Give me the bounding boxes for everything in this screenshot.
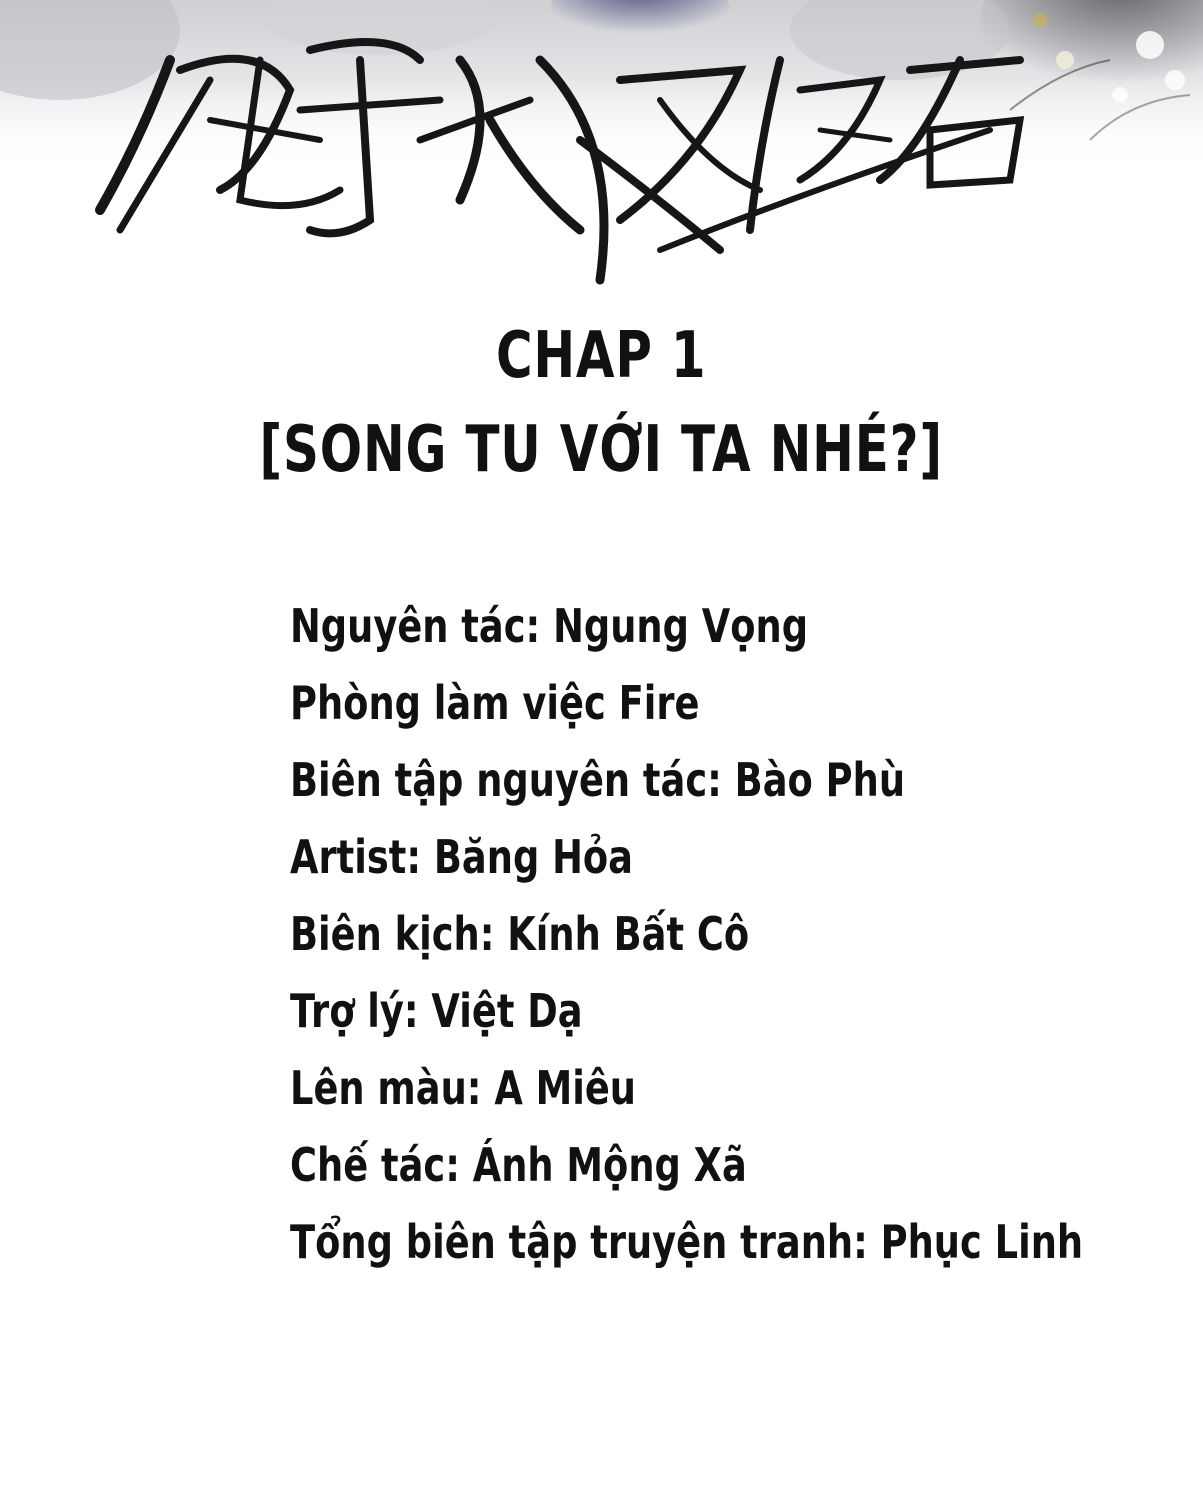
credit-assistant: Trợ lý: Việt Dạ	[290, 984, 583, 1038]
credit-original-editor: Biên tập nguyên tác: Bào Phù	[290, 753, 906, 807]
credit-colorist: Lên màu: A Miêu	[290, 1061, 637, 1115]
chapter-title: [SONG TU VỚI TA NHÉ?]	[259, 413, 943, 487]
title-logo	[60, 0, 1060, 290]
credit-screenwriter: Biên kịch: Kính Bất Cô	[290, 907, 750, 961]
credit-studio: Phòng làm việc Fire	[290, 676, 700, 730]
credit-production: Chế tác: Ánh Mộng Xã	[290, 1138, 747, 1192]
chapter-number: CHAP 1	[495, 319, 707, 393]
credit-original-author: Nguyên tác: Ngung Vọng	[290, 599, 809, 653]
credit-chief-editor: Tổng biên tập truyện tranh: Phục Linh	[290, 1215, 1084, 1269]
credits-list	[290, 588, 1190, 1281]
credit-artist: Artist: Băng Hỏa	[290, 830, 634, 884]
